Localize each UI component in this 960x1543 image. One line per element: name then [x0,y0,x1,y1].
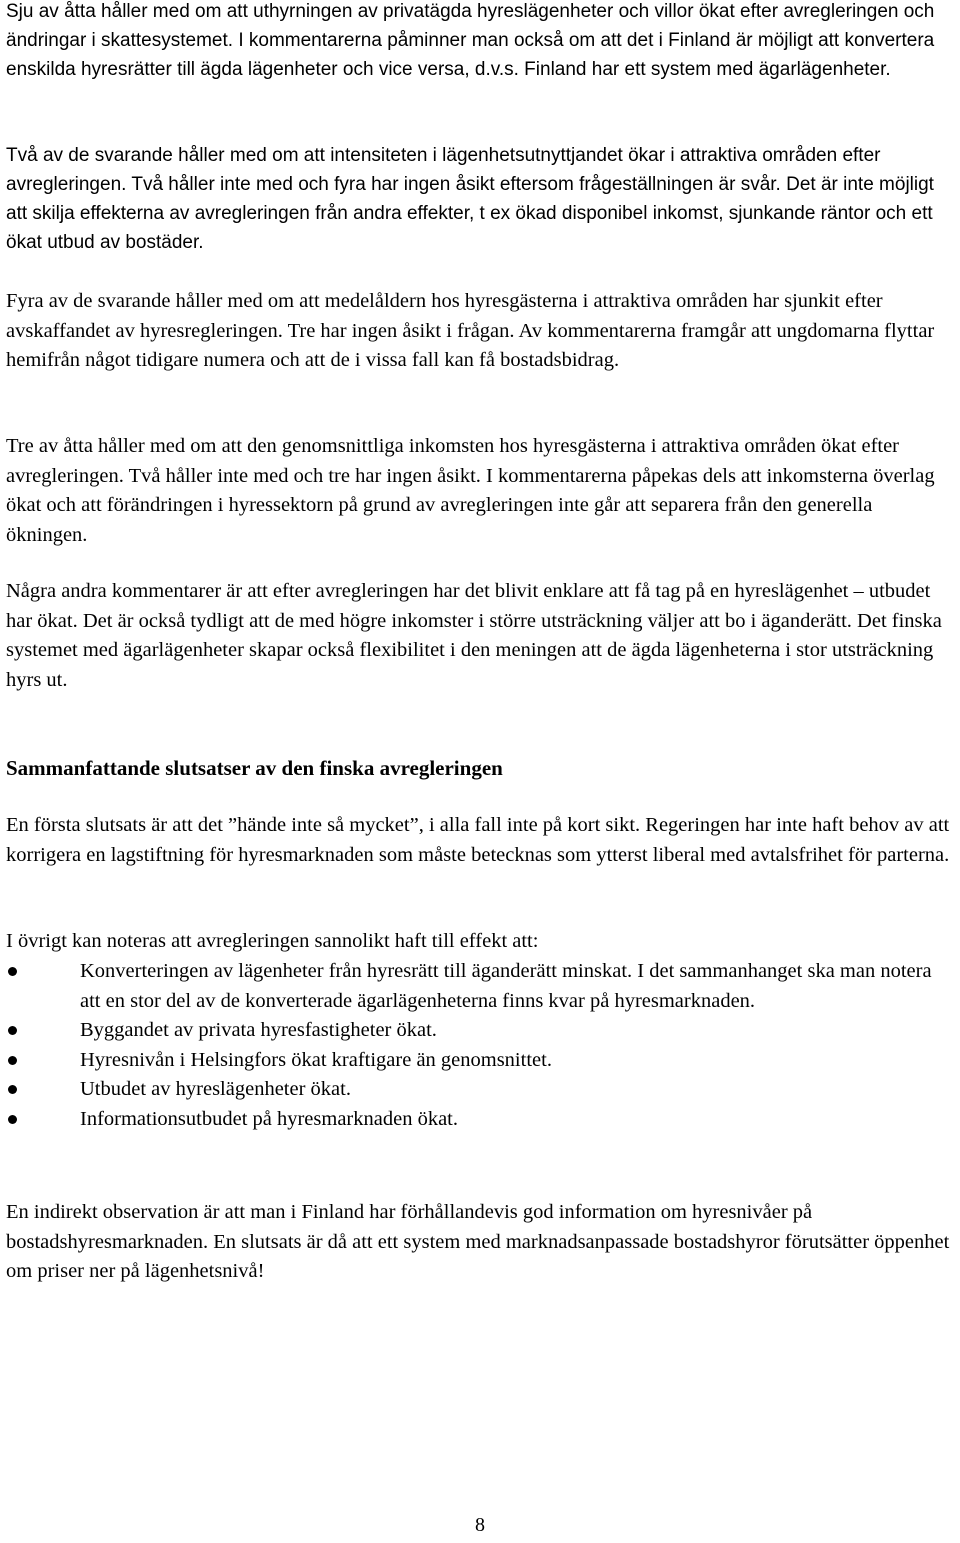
bullet-icon [8,967,17,976]
list-item: Informationsutbudet på hyresmarknaden ökat. [6,1105,951,1135]
bullet-icon [8,1085,17,1094]
paragraph-closing: En indirekt observation är att man i Finland har förhållandevis god information om hyresnivåer på bostadshyresmarknaden. En slutsats är då att ett system med marknadsanpassade bostadshyror förutsätter öppenhet om priser ner på lägenhetsnivå! [6,1201,950,1282]
paragraph-first-conclusion: En första slutsats är att det ”hände inte så mycket”, i alla fall inte på kort sikt. Regeringen har inte haft behov av att korrigera en lagstiftning för hyresmarknaden som måste betecknas som ytterst liberal med avtalsfrihet för parterna. [6,814,950,866]
bullet-icon [8,1115,17,1124]
paragraph-rental-increase: Sju av åtta håller med om att uthyrningen av privatägda hyreslägenheter och villor ökat efter avregleringen och ändringar i skattesystemet. I kommentarerna påminner man också om att det i Finland är möjligt att konvertera enskilda hyresrätter till ägda lägenheter och vice versa, d.v.s. Finland har ett system med ägarlägenheter. [6,1,935,80]
effects-list [6,957,951,1134]
paragraph-tenant-income: Tre av åtta håller med om att den genomsnittliga inkomsten hos hyresgästerna i attraktiva områden ökat efter avregleringen. Två håller inte med och tre har ingen åsikt. I kommentarerna påpekas dels att inkomsterna överlag ökat och att förändringen i hyressektorn på grund av avregleringen inte går att separera från den generella ökningen. [6,435,935,546]
bullet-icon [8,1026,17,1035]
page-number: 8 [475,1514,485,1536]
list-item: Hyresnivån i Helsingfors ökat kraftigare än genomsnittet. [6,1046,951,1076]
section-heading: Sammanfattande slutsatser av den finska avregleringen [6,756,503,780]
paragraph-effects-intro: I övrigt kan noteras att avregleringen sannolikt haft till effekt att: [6,930,539,952]
list-item: Utbudet av hyreslägenheter ökat. [6,1075,951,1105]
paragraph-tenant-age: Fyra av de svarande håller med om att medelåldern hos hyresgästerna i attraktiva områden har sjunkit efter avskaffandet av hyresregleringen. Tre har ingen åsikt i frågan. Av kommentarerna framgår att ungdomarna flyttar hemifrån något tidigare numera och att de i vissa fall kan få bostadsbidrag. [6,290,935,371]
bullet-icon [8,1056,17,1065]
paragraph-usage-intensity: Två av de svarande håller med om att intensiteten i lägenhetsutnyttjandet ökar i attraktiva områden efter avregleringen. Två håller inte med och fyra har ingen åsikt eftersom frågeställningen är svår. Det är inte möjligt att skilja effekterna av avregleringen från andra effekter, t ex ökad disponibel inkomst, sjunkande räntor och ett ökat utbud av bostäder. [6,145,934,253]
list-item: Byggandet av privata hyresfastigheter ökat. [6,1016,951,1046]
paragraph-other-comments: Några andra kommentarer är att efter avregleringen har det blivit enklare att få tag på en hyreslägenhet – utbudet har ökat. Det är också tydligt att de med högre inkomster i större utsträckning väljer att bo i äganderätt. Det finska systemet med ägarlägenheter skapar också flexibilitet i den meningen att de ägda lägenheterna i stor utsträckning hyrs ut. [6,580,942,691]
list-item: Konverteringen av lägenheter från hyresrätt till äganderätt minskat. I det sammanhanget ska man notera att en stor del av de konverterade ägarlägenheterna finns kvar på hyresmarknaden. [6,957,951,1016]
